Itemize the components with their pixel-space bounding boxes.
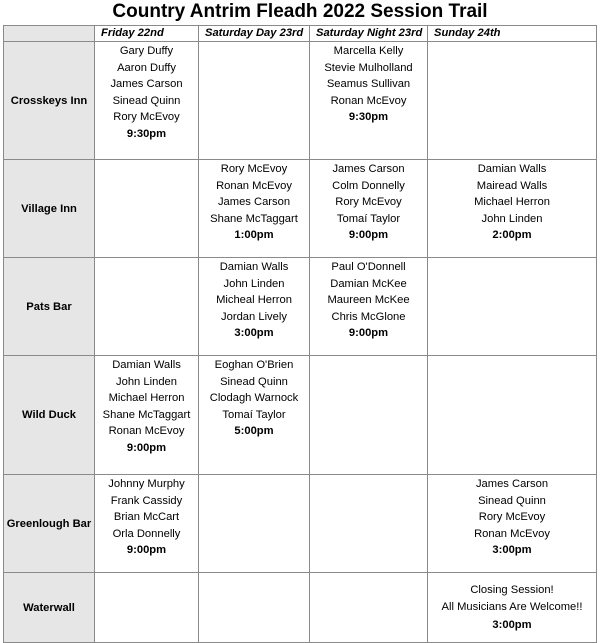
musician-name: Rory McEvoy: [220, 163, 288, 175]
session-cell: [199, 356, 310, 475]
musician-name: Sinead Quinn: [220, 375, 288, 388]
musician-name: Michael Herron: [108, 392, 185, 405]
session-cell: [95, 160, 199, 258]
column-header-saturday-night: Saturday Night 23rd: [310, 26, 428, 42]
musician-name: Tomaí Taylor: [222, 408, 286, 421]
musician-name: Brian McCart: [113, 511, 180, 524]
musician-name: John Linden: [223, 277, 285, 290]
musician-name: Tomaí Taylor: [336, 212, 401, 225]
musician-name: Rory McEvoy: [335, 196, 402, 209]
venue-cell: Greenlough Bar: [4, 475, 95, 573]
musician-name: Damian McKee: [330, 277, 407, 290]
session-cell: [199, 475, 310, 573]
session-cell: [428, 160, 597, 258]
musician-name: Ronan McEvoy: [216, 179, 292, 192]
table-row: [4, 42, 597, 160]
musician-name: All Musicians Are Welcome!!: [441, 600, 583, 613]
musician-name: James Carson: [110, 78, 183, 91]
session-time: 9:00pm: [348, 327, 389, 340]
musician-name: Stevie Mulholland: [324, 61, 413, 74]
session-time: 3:00pm: [234, 327, 274, 340]
table-row: [4, 356, 597, 475]
header-row: [4, 26, 597, 42]
session-cell: [95, 258, 199, 356]
musician-name: Eoghan O'Brien: [214, 359, 294, 371]
table-row: [4, 160, 597, 258]
session-cell: [428, 258, 597, 356]
musician-name: Sinead Quinn: [112, 94, 181, 107]
venue-cell: Crosskeys Inn: [4, 42, 95, 160]
musician-name: Ronan McEvoy: [474, 527, 550, 540]
session-cell: [310, 573, 428, 643]
musician-name: Chris McGlone: [331, 310, 406, 323]
session-cell: [199, 573, 310, 643]
musician-name: John Linden: [116, 375, 177, 388]
musician-name: Michael Herron: [474, 196, 550, 209]
venue-cell: Pats Bar: [4, 258, 95, 356]
session-time: 9:30pm: [126, 127, 167, 140]
session-time: 1:00pm: [234, 229, 274, 242]
session-cell: [95, 573, 199, 643]
table-row: [4, 573, 597, 643]
session-cell: [428, 475, 597, 573]
musician-name: Rory McEvoy: [478, 511, 546, 524]
session-cell: [199, 258, 310, 356]
musician-name: Paul O'Donnell: [331, 261, 406, 273]
session-cell: [310, 356, 428, 475]
session-cell: [95, 356, 199, 475]
session-cell: [199, 160, 310, 258]
musician-name: Damian Walls: [477, 163, 547, 175]
session-cell: [428, 42, 597, 160]
session-cell: [95, 475, 199, 573]
session-time: 9:30pm: [348, 111, 389, 124]
musician-name: Shane McTaggart: [210, 212, 298, 225]
musician-name: James Carson: [217, 196, 291, 209]
session-cell: [199, 42, 310, 160]
session-cell: [310, 42, 428, 160]
session-cell: [428, 573, 597, 643]
musician-name: James Carson: [475, 478, 549, 490]
musician-name: Frank Cassidy: [110, 494, 183, 507]
venue-cell: Village Inn: [4, 160, 95, 258]
musician-name: Mairead Walls: [476, 179, 548, 192]
musician-name: Ronan McEvoy: [108, 425, 185, 438]
musician-name: Gary Duffy: [119, 45, 174, 57]
musician-name: Damian Walls: [219, 261, 289, 273]
column-header-saturday-day: Saturday Day 23rd: [199, 26, 310, 42]
musician-name: Sinead Quinn: [478, 494, 546, 507]
session-time: 3:00pm: [492, 619, 532, 632]
musician-name: Damian Walls: [112, 359, 181, 371]
musician-name: Clodagh Warnock: [209, 392, 299, 405]
venue-cell: Waterwall: [4, 573, 95, 643]
musician-name: Johnny Murphy: [108, 478, 185, 490]
musician-name: Jordan Lively: [221, 310, 287, 323]
musician-name: Closing Session!: [470, 583, 554, 596]
session-time: 9:00pm: [126, 544, 167, 557]
session-cell: [310, 475, 428, 573]
musician-name: Maureen McKee: [327, 294, 410, 307]
page-title: Country Antrim Fleadh 2022 Session Trail: [112, 1, 488, 22]
musician-name: Seamus Sullivan: [326, 78, 411, 91]
musician-name: Micheal Herron: [216, 294, 292, 307]
venue-cell: Wild Duck: [4, 356, 95, 475]
musician-name: John Linden: [481, 212, 543, 225]
session-cell: [310, 258, 428, 356]
session-time: 9:00pm: [126, 441, 167, 454]
session-time: 2:00pm: [492, 229, 532, 242]
session-trail-table: [3, 25, 597, 643]
table-row: [4, 258, 597, 356]
session-cell: [310, 160, 428, 258]
session-time: 3:00pm: [492, 544, 532, 557]
corner-cell: [4, 26, 95, 42]
musician-name: Aaron Duffy: [117, 61, 176, 74]
musician-name: Marcella Kelly: [333, 45, 404, 57]
musician-name: Orla Donnelly: [112, 527, 181, 540]
musician-name: Rory McEvoy: [113, 111, 180, 124]
musician-name: Ronan McEvoy: [330, 94, 407, 107]
session-time: 9:00pm: [348, 229, 389, 242]
session-cell: [95, 42, 199, 160]
session-time: 5:00pm: [234, 425, 274, 438]
session-cell: [428, 356, 597, 475]
column-header-friday: Friday 22nd: [95, 26, 199, 42]
musician-name: Colm Donnelly: [332, 179, 405, 192]
musician-name: James Carson: [332, 163, 405, 175]
table-row: [4, 475, 597, 573]
column-header-sunday: Sunday 24th: [428, 26, 597, 42]
musician-name: Shane McTaggart: [102, 408, 191, 421]
